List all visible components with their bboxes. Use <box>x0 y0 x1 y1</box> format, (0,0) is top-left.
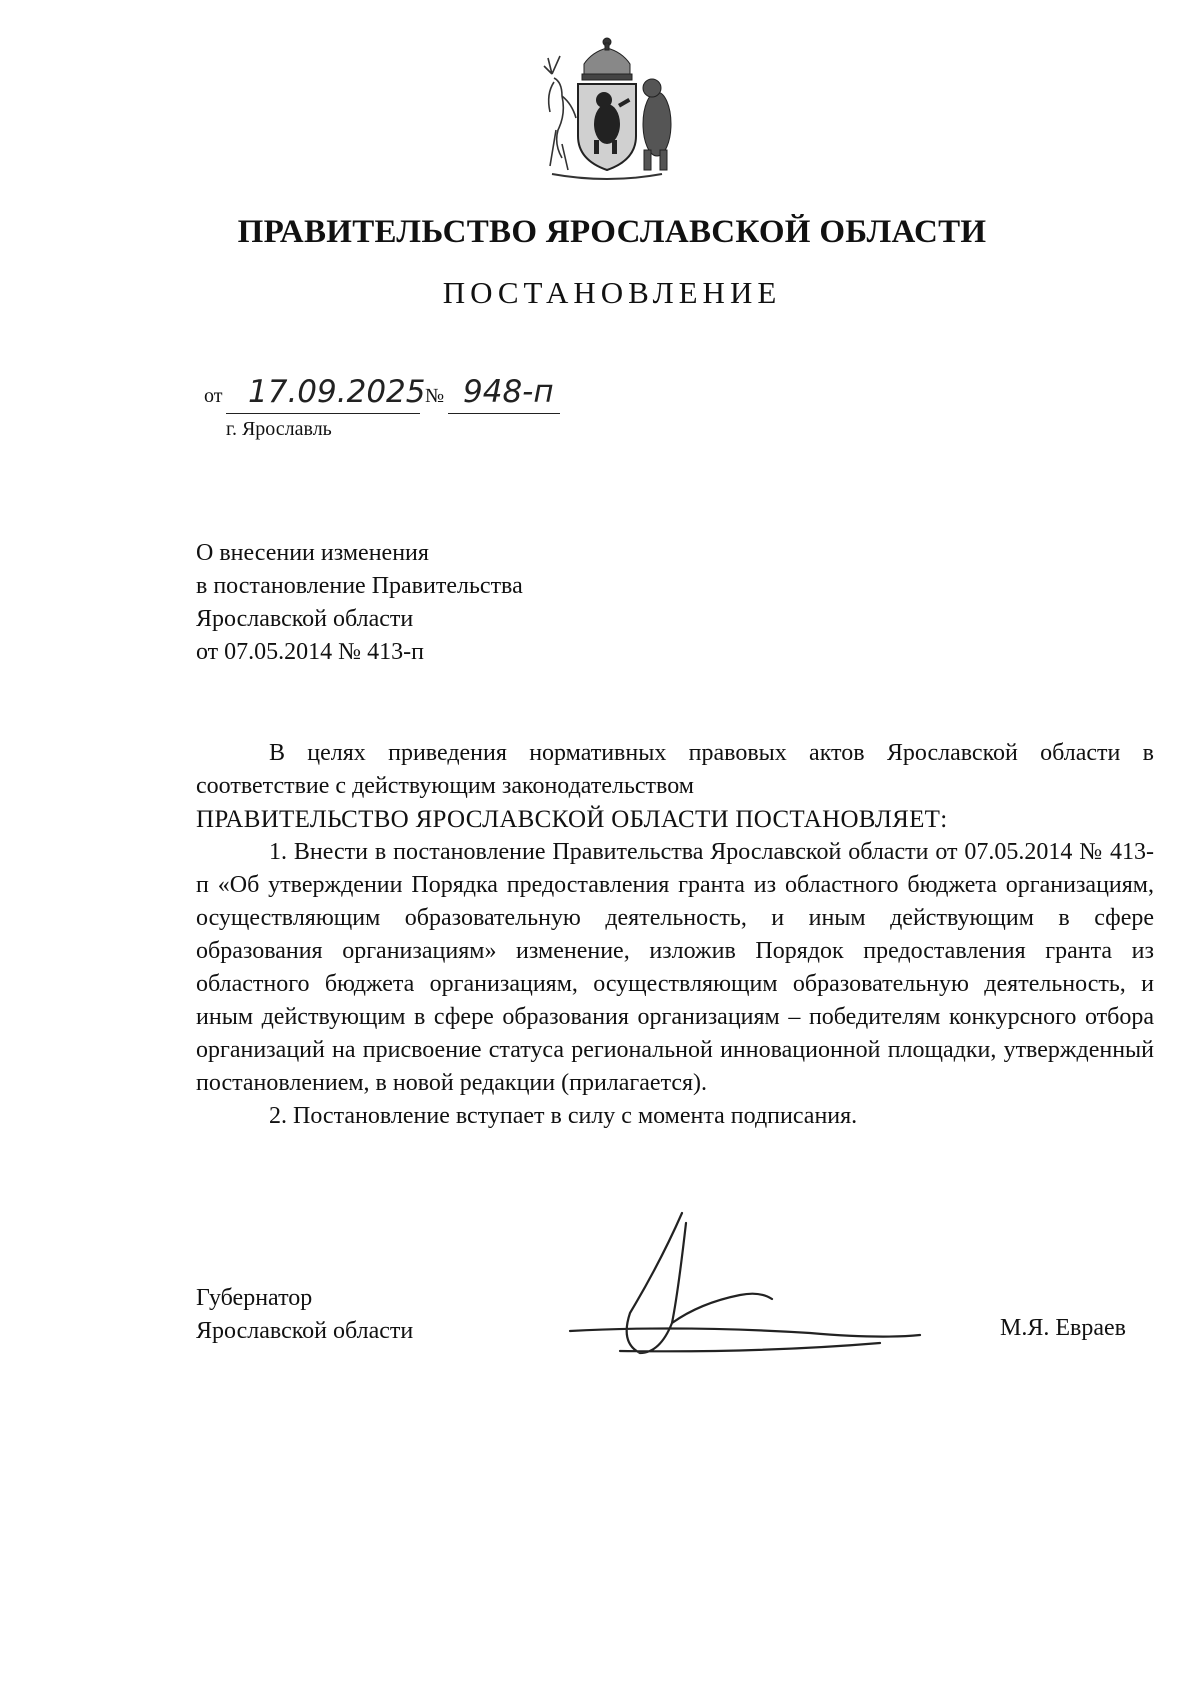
date-underline <box>226 413 420 414</box>
item-2-paragraph: 2. Постановление вступает в силу с момента подписания. <box>269 1103 858 1129</box>
deer-supporter-icon <box>544 56 576 170</box>
subject-line: от 07.05.2014 № 413-п <box>196 639 424 665</box>
signatory-role <box>196 1282 413 1348</box>
subject-line: О внесении изменения <box>196 540 429 566</box>
coat-of-arms-emblem <box>532 34 682 182</box>
subject-line: Ярославской области <box>196 606 414 632</box>
crown-icon <box>582 38 632 80</box>
dateline-number-label: № <box>425 385 445 407</box>
item-1-paragraph: 1. Внести в постановление Правительства Ярославской области от 07.05.2014 № 413-п «Об утверждении Порядка предоставления гранта из областного бюджета организациям, осуществляющим образовательную деятельность, и иным действующим в сфере образования организациям» изменение, изложив Порядок предоставления гранта из областного бюджета организациям, осуществляющим образовательную деятельность, и иным действующим в сфере образования организациям – победителям конкурсного отбора организаций на присвоение статуса региональной инновационной площадки, утвержденный постановлением, в новой редакции (прилагается). <box>196 839 1154 1096</box>
signatory-name: М.Я. Евраев <box>1000 1315 1126 1341</box>
preamble-paragraph: В целях приведения нормативных правовых актов Ярославской области в соответствие с действующим законодательством <box>196 740 1154 799</box>
signatory-role-line-2: Ярославской области <box>196 1318 414 1344</box>
document-type-heading: ПОСТАНОВЛЕНИЕ <box>442 275 782 310</box>
city-label: г. Ярославль <box>226 418 332 440</box>
ribbon-icon <box>552 174 662 179</box>
dateline-from-label: от <box>204 385 223 407</box>
resolves-line: ПРАВИТЕЛЬСТВО ЯРОСЛАВСКОЙ ОБЛАСТИ ПОСТАНОВЛЯЕТ: <box>196 806 948 833</box>
number-underline <box>448 413 560 414</box>
document-number: 948-п <box>463 374 554 410</box>
subject-line: в постановление Правительства <box>196 573 523 599</box>
document-subject <box>196 537 523 669</box>
signatory-role-line-1: Губернатор <box>196 1285 313 1311</box>
handwritten-signature <box>560 1203 930 1383</box>
government-title: ПРАВИТЕЛЬСТВО ЯРОСЛАВСКОЙ ОБЛАСТИ <box>237 214 987 250</box>
bear-supporter-icon <box>643 79 671 170</box>
document-date: 17.09.2025 <box>248 374 426 410</box>
document-body <box>196 737 1154 1133</box>
